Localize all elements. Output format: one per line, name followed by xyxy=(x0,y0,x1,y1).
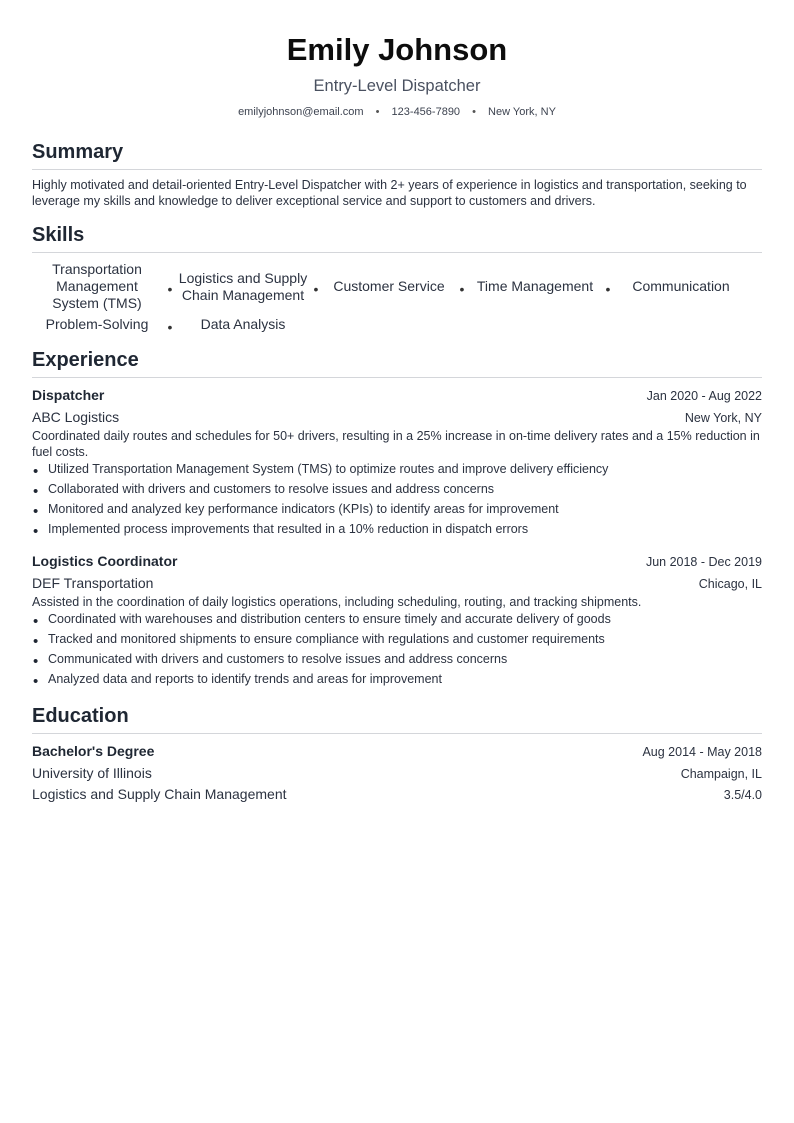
contact-location: New York, NY xyxy=(488,106,556,118)
contact-email: emilyjohnson@email.com xyxy=(238,106,364,118)
list-item: • Communicated with drivers and customers to resolve issues and address concerns xyxy=(32,652,762,668)
experience-entry xyxy=(32,387,762,538)
skill-item: Communication xyxy=(632,278,730,294)
skill-item: Customer Service xyxy=(333,278,445,294)
skills-heading: Skills xyxy=(32,222,762,253)
job-bullets xyxy=(32,462,762,538)
list-item: • Coordinated with warehouses and distribution centers to ensure timely and accurate delivery of goods xyxy=(32,612,762,628)
skills-list xyxy=(32,261,762,333)
contact-phone: 123-456-7890 xyxy=(391,106,461,118)
separator-dot-icon: • xyxy=(167,319,173,335)
separator-dot-icon: • xyxy=(313,281,319,297)
list-item: • Utilized Transportation Management System (TMS) to optimize routes and improve delivery efficiency xyxy=(32,462,762,478)
summary-section xyxy=(32,139,762,209)
separator-dot-icon: • xyxy=(472,106,476,118)
school-location: Champaign, IL xyxy=(680,766,762,781)
job-description: Coordinated daily routes and schedules for 50+ drivers, resulting in a 25% increase in on-time delivery rates and a 15% reduction in fuel costs. xyxy=(32,429,760,459)
job-dates: Jan 2020 - Aug 2022 xyxy=(646,389,762,403)
degree: Bachelor's Degree xyxy=(32,742,155,759)
summary-text: Highly motivated and detail-oriented Entry-Level Dispatcher with 2+ years of experience in logistics and transportation, seeking to leverage my skills and knowledge to deliver exceptional service and support to customers and drivers. xyxy=(32,178,747,208)
job-dates: Jun 2018 - Dec 2019 xyxy=(645,554,762,569)
job-company: ABC Logistics xyxy=(32,409,120,425)
skill-item: Logistics and Supply Chain Management xyxy=(178,269,308,303)
separator-dot-icon: • xyxy=(459,281,465,297)
skills-row xyxy=(32,261,762,312)
summary-heading: Summary xyxy=(32,139,762,170)
list-item: • Analyzed data and reports to identify trends and areas for improvement xyxy=(32,672,762,688)
resume-header xyxy=(32,30,762,120)
school-name: University of Illinois xyxy=(32,764,152,781)
job-role: Logistics Coordinator xyxy=(32,552,178,569)
list-item: • Monitored and analyzed key performance indicators (KPIs) to identify areas for improvement xyxy=(32,502,762,518)
education-entry xyxy=(32,743,762,803)
job-location: New York, NY xyxy=(684,411,762,425)
skill-item: Transportation Management System (TMS) xyxy=(52,261,142,311)
skill-item: Problem-Solving xyxy=(45,316,149,332)
resume-page xyxy=(32,30,762,803)
candidate-title: Entry-Level Dispatcher xyxy=(313,77,481,95)
separator-dot-icon: • xyxy=(167,281,173,297)
list-item: • Implemented process improvements that resulted in a 10% reduction in dispatch errors xyxy=(32,522,762,538)
candidate-name: Emily Johnson xyxy=(286,32,508,67)
contact-line xyxy=(32,104,762,120)
job-bullets xyxy=(32,612,762,688)
gpa: 3.5/4.0 xyxy=(723,787,762,802)
list-item: • Collaborated with drivers and customers to resolve issues and address concerns xyxy=(32,482,762,498)
skills-section xyxy=(32,222,762,333)
separator-dot-icon: • xyxy=(375,106,380,118)
job-role: Dispatcher xyxy=(32,387,105,403)
job-location: Chicago, IL xyxy=(698,576,762,591)
skills-row xyxy=(32,316,762,333)
field-of-study: Logistics and Supply Chain Management xyxy=(32,785,287,802)
job-company: DEF Transportation xyxy=(32,574,154,591)
education-heading: Education xyxy=(32,703,762,734)
list-item: • Tracked and monitored shipments to ensure compliance with regulations and customer requirements xyxy=(32,632,762,648)
education-dates: Aug 2014 - May 2018 xyxy=(642,744,762,759)
skill-item: Data Analysis xyxy=(200,316,286,332)
skill-item: Time Management xyxy=(476,278,594,294)
experience-entry xyxy=(32,553,762,688)
separator-dot-icon: • xyxy=(605,281,611,297)
experience-section xyxy=(32,347,762,688)
experience-heading: Experience xyxy=(32,347,762,378)
education-section xyxy=(32,703,762,803)
job-description: Assisted in the coordination of daily logistics operations, including scheduling, routing, and tracking shipments. xyxy=(32,594,642,609)
